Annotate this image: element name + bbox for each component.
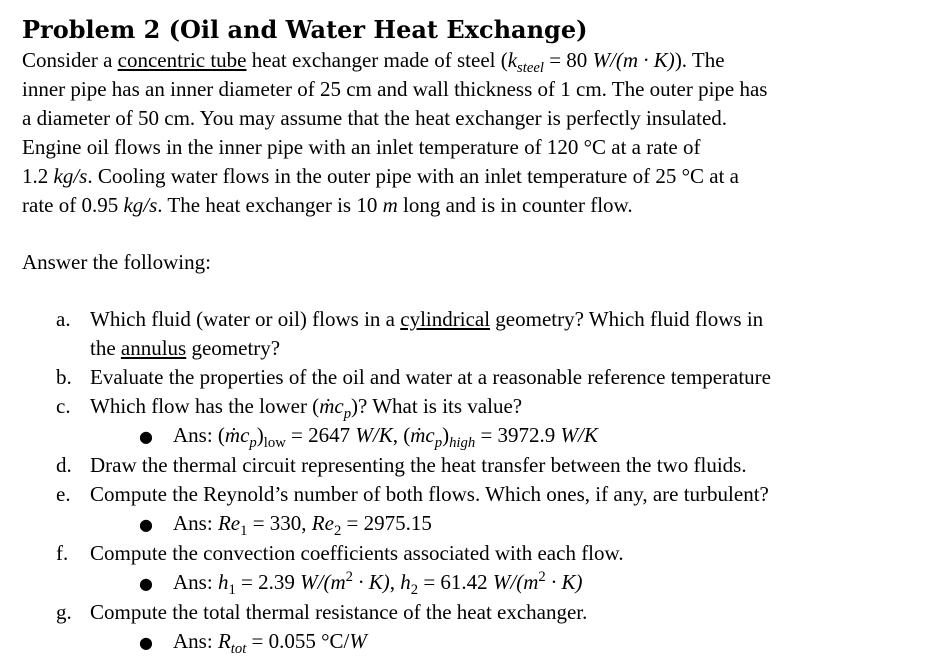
document-page: [22, 14, 922, 657]
question-letter: e.: [56, 482, 71, 506]
question-letter: a.: [56, 307, 71, 331]
question-letter: g.: [56, 600, 72, 624]
bullet-icon: ●: [139, 574, 153, 593]
statement-line-3: a diameter of 50 cm. You may assume that the heat exchanger is perfectly insulated.: [22, 106, 728, 130]
cylindrical-term: cylindrical: [400, 307, 491, 331]
question-f: f. Compute the convection coefficients associated with each flow.: [56, 539, 922, 568]
bullet-icon: ●: [139, 427, 153, 446]
question-letter: f.: [56, 541, 69, 565]
answer-c: ● Ans: $(ṁc_p)_{low} = 2647$ W/K, $(ṁc_p)_{high} = 3972.9$ W/K: [139, 423, 598, 452]
question-b: b. Evaluate the properties of the oil and water at a reasonable reference temperature: [56, 363, 922, 392]
statement-line-1: Consider a concentric tube heat exchanger made of steel ($k_{steel} = 80$ W/(m · K)). The: [22, 48, 725, 77]
question-d: d. Draw the thermal circuit representing the heat transfer between the two fluids.: [56, 451, 922, 480]
statement-line-2: inner pipe has an inner diameter of 25 cm and wall thickness of 1 cm. The outer pipe has: [22, 77, 768, 101]
problem-statement: [22, 46, 922, 220]
question-e: e. Compute the Reynold’s number of both flows. Which ones, if any, are turbulent?: [56, 480, 922, 509]
question-c: c. Which flow has the lower (ṁc$_p$)? What is its value?: [56, 394, 523, 423]
answer-g: ● Ans: $R_{tot} = 0.055$ °C/W: [139, 629, 367, 658]
answer-e: ● Ans: $Re_1 = 330$, $Re_2 = 2975.15$: [139, 511, 432, 540]
problem-title: Problem 2 (Oil and Water Heat Exchange): [22, 15, 588, 44]
answer-f: ● Ans: $h_1 = 2.39$ $W/(m^2 \cdot K)$, $h_2 = 61.42$ $W/(m^2 \cdot K)$: [139, 569, 583, 599]
bullet-icon: ●: [139, 515, 153, 534]
question-letter: c.: [56, 394, 71, 418]
question-list: [22, 305, 922, 657]
annulus-term: annulus: [120, 336, 187, 360]
question-letter: d.: [56, 453, 72, 477]
statement-line-6: rate of 0.95 kg/s. The heat exchanger is 10 m long and is in counter flow.: [22, 193, 633, 217]
answer-intro: Answer the following:: [22, 250, 211, 274]
bullet-icon: ●: [139, 633, 153, 652]
statement-line-4: Engine oil flows in the inner pipe with an inlet temperature of 120 °C at a rate of: [22, 135, 701, 159]
statement-line-5: 1.2 kg/s. Cooling water flows in the outer pipe with an inlet temperature of 25 °C at a: [22, 164, 739, 188]
question-a: a. Which fluid (water or oil) flows in a cylindrical geometry? Which fluid flows in the annulus geometry?: [56, 307, 764, 360]
concentric-tube-term: concentric tube: [117, 48, 247, 72]
question-letter: b.: [56, 365, 72, 389]
question-g: g. Compute the total thermal resistance of the heat exchanger.: [56, 598, 922, 627]
